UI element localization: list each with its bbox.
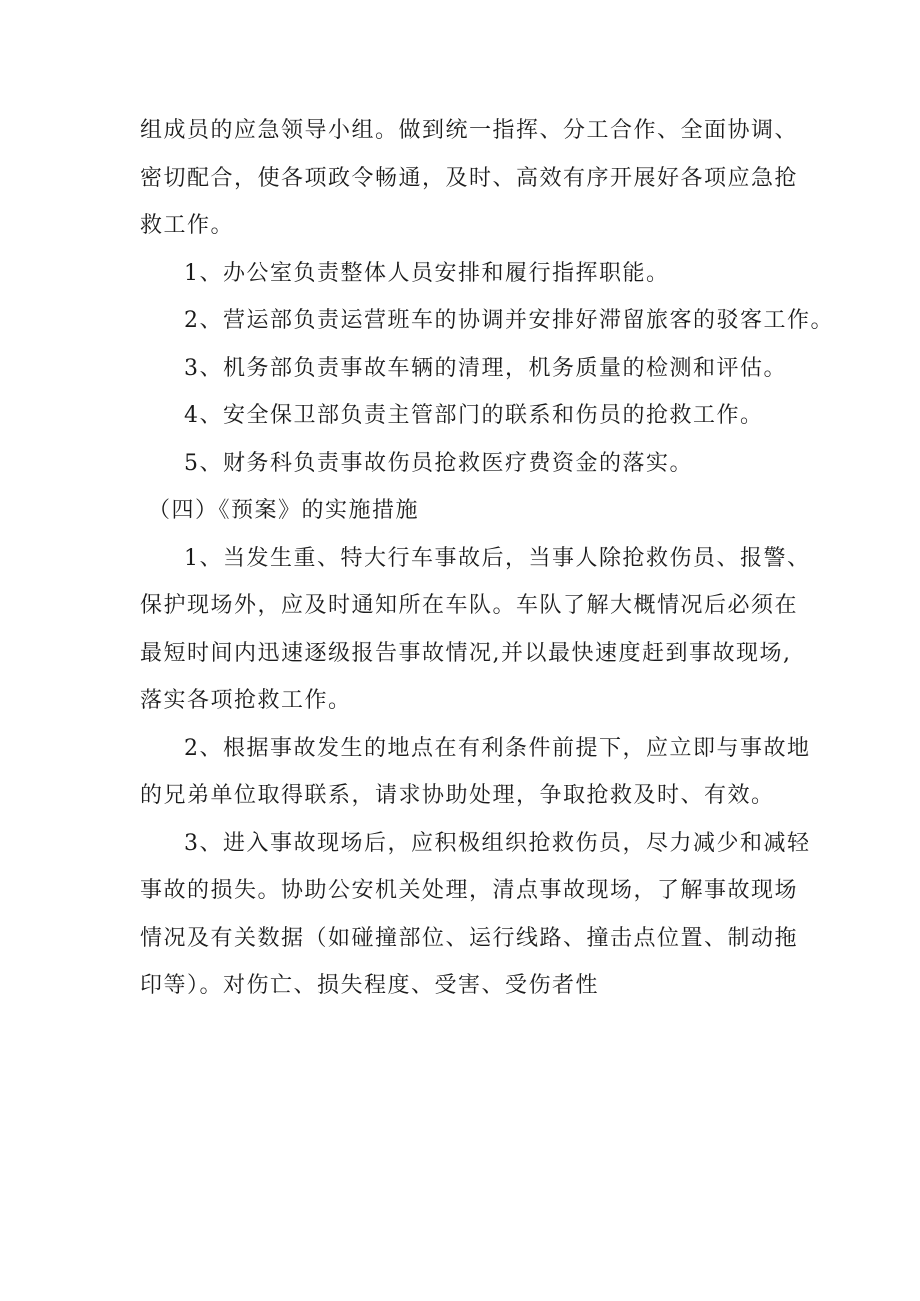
text-line: 救工作。 [140, 213, 235, 238]
list-item: 1、办公室负责整体人员安排和履行指挥职能。 [184, 260, 670, 286]
text-line: 落实各项抢救工作。 [140, 688, 352, 713]
text-line: 事故的损失。协助公安机关处理，清点事故现场，了解事故现场 [140, 878, 799, 903]
list-item: 2、营运部负责运营班车的协调并安排好滞留旅客的驳客工作。 [184, 308, 834, 333]
list-item: 3、进入事故现场后，应积极组织抢救伤员，尽力减少和减轻 [184, 830, 811, 856]
list-item: 5、财务科负责事故伤员抢救医疗费资金的落实。 [184, 450, 693, 476]
text-line: 情况及有关数据（如碰撞部位、运行线路、撞击点位置、制动拖 [140, 925, 799, 951]
list-item: 3、机务部负责事故车辆的清理，机务质量的检测和评估。 [184, 355, 787, 381]
list-item: 1、当发生重、特大行车事故后，当事人除抢救伤员、报警、 [184, 545, 811, 571]
text-line: 组成员的应急领导小组。做到统一指挥、分工合作、全面协调、 [140, 118, 799, 143]
text-line: 的兄弟单位取得联系，请求协助处理，争取抢救及时、有效。 [140, 783, 775, 808]
text-line: 印等）。对伤亡、损失程度、受害、受伤者性 [140, 973, 600, 998]
section-heading: （四）《预案》的实施措施 [148, 498, 420, 523]
document-body [140, 107, 834, 1010]
list-item: 2、根据事故发生的地点在有利条件前提下，应立即与事故地 [184, 735, 811, 761]
list-item: 4、安全保卫部负责主管部门的联系和伤员的抢救工作。 [184, 403, 764, 428]
text-line: 最短时间内迅速逐级报告事故情况,并以最快速度赶到事故现场, [140, 640, 792, 666]
text-line: 密切配合，使各项政令畅通，及时、高效有序开展好各项应急抢 [140, 165, 799, 191]
text-line: 保护现场外，应及时通知所在车队。车队了解大概情况后必须在 [140, 593, 799, 618]
